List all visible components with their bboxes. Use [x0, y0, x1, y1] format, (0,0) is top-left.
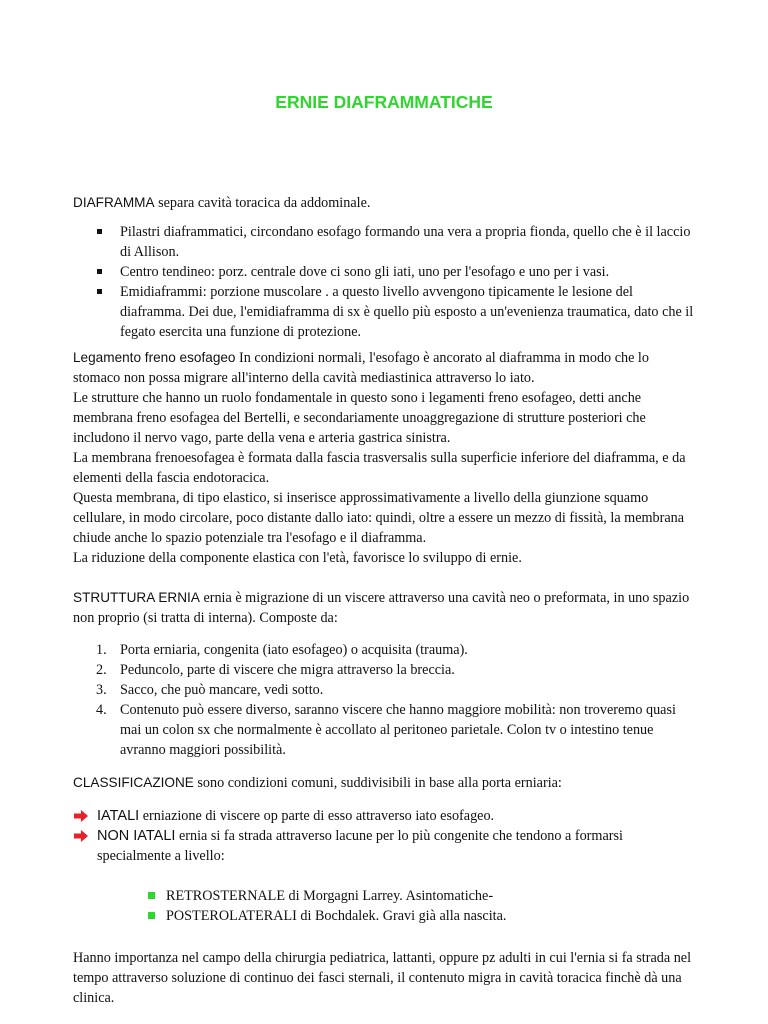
classificazione-paragraph: CLASSIFICAZIONE sono condizioni comuni, suddivisibili in base alla porta erniaria:	[73, 775, 562, 791]
list-item: 1. Porta erniaria, congenita (iato esofageo) o acquisita (trauma).	[96, 642, 468, 658]
square-bullet-icon	[148, 892, 155, 899]
classificazione-list	[73, 806, 698, 866]
legamento-paragraph: La membrana frenoesofagea è formata dalla fascia trasversalis sulla superficie inferiore del diaframma, e da elementi della fascia endotoracica.	[73, 450, 686, 486]
legamento-paragraph: Questa membrana, di tipo elastico, si inserisce approssimativamente a livello della giunzione squamo cellulare, in modo circolare, poco distante dallo iato: quindi, oltre a essere un mezzo di fissità, la membrana chiude anche lo spazio potenziale tra l'esofago e il diaframma.	[73, 490, 685, 546]
list-item: POSTEROLATERALI di Bochdalek. Gravi già alla nascita.	[146, 906, 698, 926]
legamento-heading: Legamento freno esofageo	[73, 350, 236, 365]
bullet-icon	[97, 229, 102, 234]
legamento-paragraph: Le strutture che hanno un ruolo fondamentale in questo sono i legamenti freno esofageo, detti anche membrana freno esofagea del Bertelli, e secondariamente unoaggregazione di strutture posteriori che includono il nervo vago, parte della vena e arteria gastrica sinistra.	[73, 390, 646, 446]
struttura-paragraph: STRUTTURA ERNIA ernia è migrazione di un viscere attraverso una cavità neo o preformata, in uno spazio non proprio (si tratta di interna). Composte da:	[73, 590, 690, 626]
diaframma-heading: DIAFRAMMA	[73, 195, 155, 210]
list-item: 4. Contenuto può essere diverso, saranno viscere che hanno maggiore mobilità: non troveremo quasi mai un colon sx che normalmente è accollato al peritoneo parietale. Colon tv o intestino tenue avranno maggiori possibilità.	[96, 702, 676, 758]
classificazione-sublist	[146, 886, 698, 926]
square-bullet-icon	[148, 912, 155, 919]
list-item: IATALI erniazione di viscere op parte di esso attraverso iato esofageo.	[73, 806, 698, 826]
legamento-section	[73, 348, 698, 568]
non-iatali-label: NON IATALI	[97, 828, 176, 844]
bullet-icon	[97, 269, 102, 274]
classificazione-heading: CLASSIFICAZIONE	[73, 775, 194, 790]
list-item: Centro tendineo: porz. centrale dove ci sono gli iati, uno per l'esofago e uno per i vasi.	[96, 262, 698, 282]
list-item: 3. Sacco, che può mancare, vedi sotto.	[96, 682, 324, 698]
struttura-heading: STRUTTURA ERNIA	[73, 590, 200, 605]
diaframma-paragraph	[73, 193, 698, 213]
arrow-right-icon	[73, 809, 89, 823]
list-item: 2. Peduncolo, parte di viscere che migra attraverso la breccia.	[96, 662, 455, 678]
legamento-intro: Legamento freno esofageo In condizioni normali, l'esofago è ancorato al diaframma in modo che lo stomaco non possa migrare all'interno della cavità mediastinica attraverso lo iato.	[73, 350, 649, 386]
diaframma-text: separa cavità toracica da addominale.	[154, 195, 371, 211]
list-item: Pilastri diaframmatici, circondano esofago formando una vera a propria fionda, quello che è il laccio di Allison.	[96, 222, 698, 262]
iatali-label: IATALI	[97, 808, 140, 824]
arrow-right-icon	[73, 829, 89, 843]
conclusione-paragraph: Hanno importanza nel campo della chirurgia pediatrica, lattanti, oppure pz adulti in cui l'ernia si fa strada nel tempo attraverso soluzione di continuo dei fasci sternali, il contenuto migra in cavità toracica finchè dà una clinica.	[73, 950, 692, 1006]
list-item: RETROSTERNALE di Morgagni Larrey. Asintomatiche-	[146, 886, 698, 906]
diaframma-list	[96, 222, 698, 342]
document-title: ERNIE DIAFRAMMATICHE	[275, 92, 493, 112]
list-item: NON IATALI ernia si fa strada attraverso lacune per lo più congenite che tendono a formarsi specialmente a livello:	[73, 826, 698, 866]
list-item: Emidiaframmi: porzione muscolare . a questo livello avvengono tipicamente le lesione del diaframma. Dei due, l'emidiaframma di sx è quello più esposto a un'evenienza traumatica, dato che il fegato esercita una funzione di protezione.	[96, 282, 698, 342]
legamento-paragraph: La riduzione della componente elastica con l'età, favorisce lo sviluppo di ernie.	[73, 550, 522, 566]
struttura-list	[96, 640, 698, 760]
bullet-icon	[97, 289, 102, 294]
